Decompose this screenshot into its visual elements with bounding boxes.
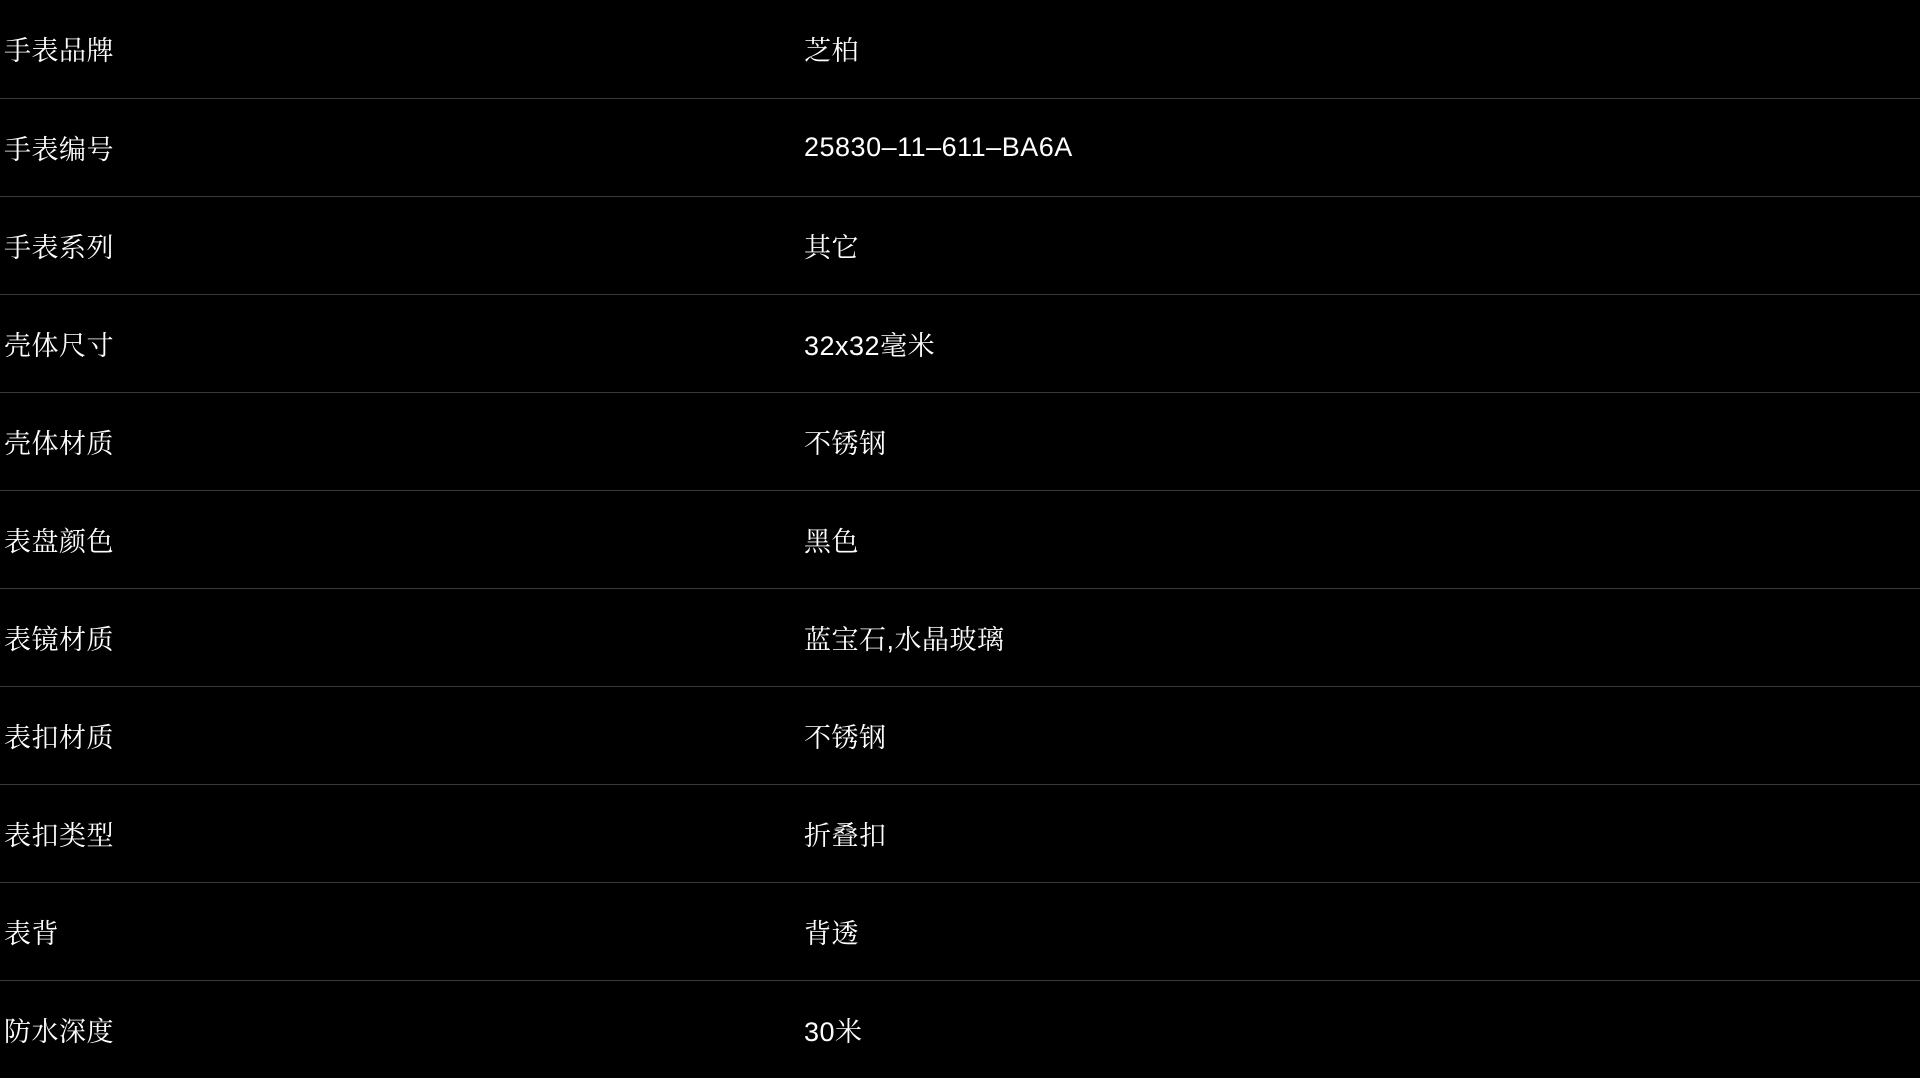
spec-label: 壳体材质 [0, 392, 404, 490]
table-row [0, 490, 1920, 588]
table-row [0, 196, 1920, 294]
table-row [0, 588, 1920, 686]
table-row [0, 686, 1920, 784]
table-row [0, 392, 1920, 490]
spec-label: 手表系列 [0, 196, 404, 294]
spec-label: 表背 [0, 882, 404, 980]
spec-value: 折叠扣 [404, 784, 1920, 882]
spec-label: 表扣类型 [0, 784, 404, 882]
spec-value: 其它 [404, 196, 1920, 294]
spec-value: 背透 [404, 882, 1920, 980]
table-row [0, 784, 1920, 882]
spec-value: 芝柏 [404, 0, 1920, 98]
spec-label: 壳体尺寸 [0, 294, 404, 392]
table-row [0, 980, 1920, 1078]
spec-value: 蓝宝石,水晶玻璃 [404, 588, 1920, 686]
spec-value: 25830–11–611–BA6A [404, 98, 1920, 196]
table-row [0, 294, 1920, 392]
spec-label: 防水深度 [0, 980, 404, 1078]
spec-label: 手表编号 [0, 98, 404, 196]
table-row [0, 98, 1920, 196]
table-row [0, 882, 1920, 980]
table-row [0, 0, 1920, 98]
spec-label: 表盘颜色 [0, 490, 404, 588]
spec-value: 32x32毫米 [404, 294, 1920, 392]
spec-value: 黑色 [404, 490, 1920, 588]
spec-value: 30米 [404, 980, 1920, 1078]
spec-label: 表镜材质 [0, 588, 404, 686]
spec-value: 不锈钢 [404, 392, 1920, 490]
spec-value: 不锈钢 [404, 686, 1920, 784]
spec-label: 手表品牌 [0, 0, 404, 98]
spec-label: 表扣材质 [0, 686, 404, 784]
